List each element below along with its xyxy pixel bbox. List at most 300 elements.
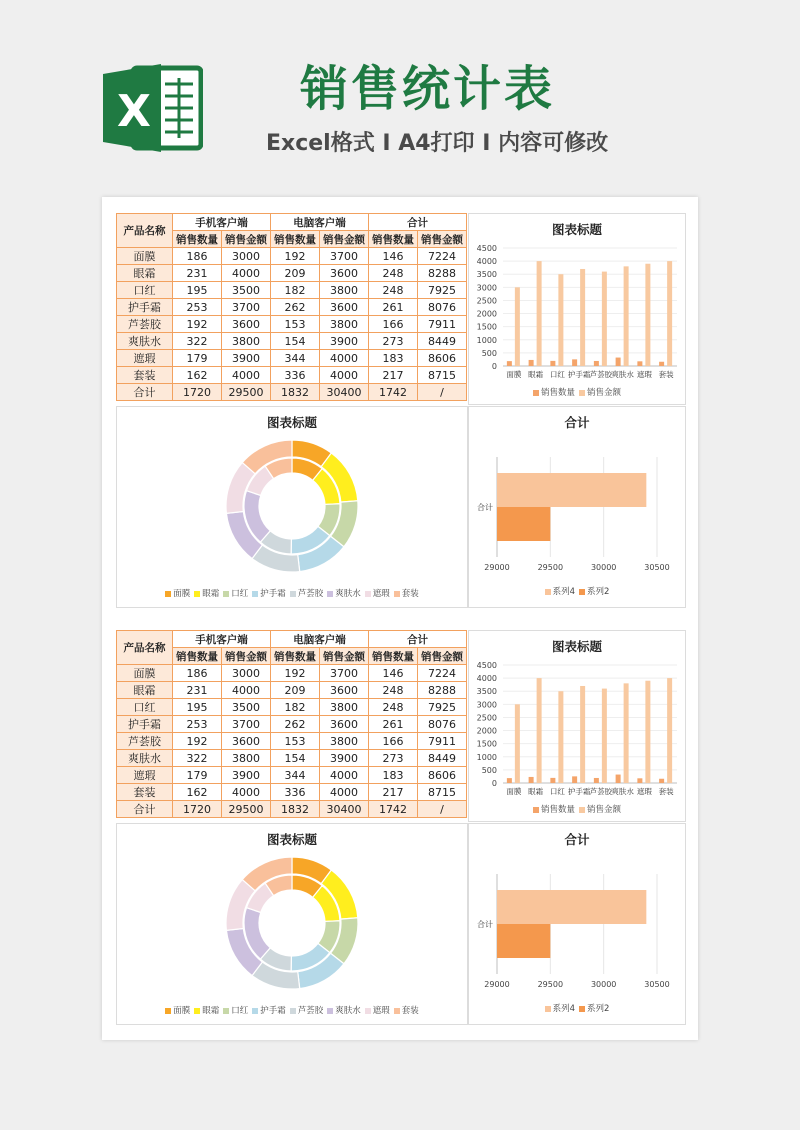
value-cell[interactable]: 195 — [173, 282, 222, 299]
legend-label: 护手霜 — [260, 1006, 286, 1016]
x-tick-label: 30000 — [590, 980, 617, 989]
value-cell[interactable]: 8288 — [418, 682, 467, 699]
legend-label: 遮瑕 — [372, 1006, 390, 1016]
legend-item[interactable] — [290, 587, 324, 599]
bar-amount[interactable] — [602, 272, 607, 366]
y-tick-label: 0 — [491, 362, 497, 371]
x-tick-label: 套装 — [658, 787, 674, 796]
value-cell[interactable]: 336 — [271, 367, 320, 384]
spreadsheet-sheet — [102, 197, 698, 1040]
value-cell[interactable]: 4000 — [222, 784, 271, 801]
y-tick-label: 4500 — [476, 661, 497, 670]
qty-column-header: 销售数量 — [369, 648, 418, 665]
value-cell[interactable]: 322 — [173, 750, 222, 767]
value-cell[interactable]: 4000 — [320, 350, 369, 367]
doughnut-chart[interactable] — [116, 406, 468, 608]
legend-label: 销售数量 — [540, 805, 575, 815]
value-cell[interactable]: 154 — [271, 750, 320, 767]
bar-qty[interactable] — [637, 361, 642, 366]
legend-swatch — [365, 1008, 371, 1014]
value-cell[interactable]: 3600 — [320, 299, 369, 316]
amount-column-header: 销售金额 — [418, 648, 467, 665]
product-name-cell[interactable]: 爽肤水 — [117, 750, 173, 767]
legend-item[interactable] — [252, 1004, 286, 1016]
bar-amount[interactable] — [537, 678, 542, 783]
value-cell[interactable]: 7925 — [418, 282, 467, 299]
bar-amount[interactable] — [537, 261, 542, 366]
value-cell[interactable]: 1832 — [271, 801, 320, 818]
x-tick-label: 30500 — [644, 980, 670, 989]
legend-label: 系列2 — [587, 587, 610, 597]
y-tick-label: 3500 — [476, 270, 497, 280]
value-cell[interactable]: / — [418, 801, 467, 818]
chart-legend — [469, 803, 685, 815]
legend-swatch — [533, 807, 539, 813]
y-tick-label: 4500 — [476, 244, 497, 253]
value-cell[interactable]: 153 — [271, 733, 320, 750]
legend-swatch — [223, 591, 229, 597]
x-tick-label: 爽肤水 — [611, 787, 634, 796]
table-row — [117, 350, 467, 367]
amount-column-header: 销售金额 — [222, 648, 271, 665]
bar-amount[interactable] — [580, 269, 585, 366]
value-cell[interactable]: 344 — [271, 350, 320, 367]
value-cell[interactable]: 1742 — [369, 384, 418, 401]
value-cell[interactable]: 3800 — [222, 750, 271, 767]
legend-item[interactable] — [223, 587, 248, 599]
doughnut-chart[interactable] — [116, 823, 468, 1025]
value-cell[interactable]: 261 — [369, 716, 418, 733]
value-cell[interactable]: 3500 — [222, 282, 271, 299]
value-cell[interactable]: 4000 — [320, 767, 369, 784]
legend-item[interactable] — [533, 803, 575, 815]
column-chart[interactable] — [468, 630, 686, 822]
legend-label: 面膜 — [173, 1006, 191, 1016]
legend-swatch — [579, 807, 585, 813]
legend-item[interactable] — [223, 1004, 248, 1016]
value-cell[interactable]: 248 — [369, 699, 418, 716]
value-cell[interactable]: 8288 — [418, 265, 467, 282]
value-cell[interactable]: 29500 — [222, 384, 271, 401]
total-bar[interactable] — [497, 507, 550, 541]
y-tick-label: 3000 — [476, 283, 497, 293]
value-cell[interactable]: 3600 — [222, 733, 271, 750]
bar-amount[interactable] — [667, 261, 672, 366]
x-tick-label: 29000 — [484, 980, 510, 989]
value-cell[interactable]: 3900 — [320, 333, 369, 350]
legend-label: 遮瑕 — [372, 589, 390, 599]
chart-title: 图表标题 — [551, 639, 602, 654]
value-cell[interactable]: 3900 — [222, 767, 271, 784]
value-cell[interactable]: 262 — [271, 299, 320, 316]
bar-qty[interactable] — [572, 359, 577, 366]
value-cell[interactable]: 273 — [369, 750, 418, 767]
value-cell[interactable]: 153 — [271, 316, 320, 333]
value-cell[interactable]: 3900 — [222, 350, 271, 367]
value-cell[interactable]: 182 — [271, 282, 320, 299]
legend-item[interactable] — [579, 386, 621, 398]
product-name-cell[interactable]: 口红 — [117, 699, 173, 716]
value-cell[interactable]: / — [418, 384, 467, 401]
legend-item[interactable] — [165, 1004, 190, 1016]
product-name-cell[interactable]: 芦荟胶 — [117, 316, 173, 333]
table-row — [117, 699, 467, 716]
value-cell[interactable]: 7925 — [418, 699, 467, 716]
table-header-row — [117, 631, 467, 648]
product-name-cell[interactable]: 面膜 — [117, 248, 173, 265]
legend-swatch — [327, 1008, 333, 1014]
product-name-cell[interactable]: 遮瑕 — [117, 350, 173, 367]
x-tick-label: 遮瑕 — [636, 787, 652, 796]
value-cell[interactable]: 344 — [271, 767, 320, 784]
value-cell[interactable]: 3700 — [222, 299, 271, 316]
value-cell[interactable]: 3000 — [222, 665, 271, 682]
total-row — [117, 384, 467, 401]
legend-item[interactable] — [394, 1004, 419, 1016]
legend-item[interactable] — [545, 1002, 575, 1014]
legend-swatch — [533, 390, 539, 396]
bar-qty[interactable] — [550, 361, 555, 366]
total-bar-chart[interactable] — [468, 823, 686, 1025]
legend-item[interactable] — [327, 1004, 361, 1016]
legend-label: 面膜 — [173, 589, 191, 599]
bar-amount[interactable] — [558, 274, 563, 366]
value-cell[interactable]: 209 — [271, 265, 320, 282]
value-cell[interactable]: 8449 — [418, 333, 467, 350]
bar-qty[interactable] — [529, 360, 534, 366]
legend-swatch — [252, 1008, 258, 1014]
x-tick-label: 30000 — [590, 563, 617, 572]
group-header: 电脑客户端 — [271, 214, 369, 231]
y-tick-label: 500 — [481, 765, 497, 775]
legend-label: 销售数量 — [540, 388, 575, 398]
value-cell[interactable]: 186 — [173, 248, 222, 265]
value-cell[interactable]: 30400 — [320, 801, 369, 818]
legend-label: 套装 — [401, 1006, 419, 1016]
legend-label: 销售金额 — [587, 805, 622, 815]
value-cell[interactable]: 7224 — [418, 248, 467, 265]
product-name-cell[interactable]: 套装 — [117, 367, 173, 384]
product-name-cell[interactable]: 面膜 — [117, 665, 173, 682]
qty-column-header: 销售数量 — [173, 231, 222, 248]
legend-label: 系列4 — [552, 587, 575, 597]
product-name-cell[interactable]: 芦荟胶 — [117, 733, 173, 750]
value-cell[interactable]: 4000 — [320, 784, 369, 801]
value-cell[interactable]: 1742 — [369, 801, 418, 818]
chart-title: 合计 — [564, 832, 590, 847]
column-chart-plot — [469, 214, 685, 404]
legend-item[interactable] — [194, 1004, 219, 1016]
value-cell[interactable]: 4000 — [222, 682, 271, 699]
bar-amount[interactable] — [602, 689, 607, 783]
value-cell[interactable]: 231 — [173, 265, 222, 282]
value-cell[interactable]: 4000 — [222, 367, 271, 384]
value-cell[interactable]: 336 — [271, 784, 320, 801]
chart-title: 图表标题 — [551, 222, 602, 237]
value-cell[interactable]: 3600 — [222, 316, 271, 333]
bar-amount[interactable] — [580, 686, 585, 783]
value-cell[interactable]: 3700 — [320, 248, 369, 265]
value-cell[interactable]: 1720 — [173, 384, 222, 401]
value-cell[interactable]: 186 — [173, 665, 222, 682]
value-cell[interactable]: 154 — [271, 333, 320, 350]
value-cell[interactable]: 231 — [173, 682, 222, 699]
amount-column-header: 销售金额 — [320, 648, 369, 665]
legend-swatch — [194, 591, 200, 597]
legend-item[interactable] — [165, 587, 190, 599]
bar-amount[interactable] — [645, 264, 650, 366]
value-cell[interactable]: 217 — [369, 367, 418, 384]
value-cell[interactable]: 183 — [369, 767, 418, 784]
value-cell[interactable]: 3700 — [222, 716, 271, 733]
legend-swatch — [165, 591, 171, 597]
value-cell[interactable]: 248 — [369, 282, 418, 299]
legend-label: 系列2 — [587, 1004, 610, 1014]
value-cell[interactable]: 273 — [369, 333, 418, 350]
legend-item[interactable] — [365, 587, 390, 599]
total-bar[interactable] — [497, 473, 646, 507]
value-cell[interactable]: 3600 — [320, 265, 369, 282]
legend-label: 销售金额 — [587, 388, 622, 398]
value-cell[interactable]: 192 — [173, 733, 222, 750]
table-row — [117, 282, 467, 299]
amount-column-header: 销售金额 — [418, 231, 467, 248]
bar-qty[interactable] — [594, 778, 599, 783]
product-name-cell[interactable]: 爽肤水 — [117, 333, 173, 350]
value-cell[interactable]: 3800 — [320, 282, 369, 299]
value-cell[interactable]: 162 — [173, 367, 222, 384]
qty-column-header: 销售数量 — [369, 231, 418, 248]
total-bar-chart[interactable] — [468, 406, 686, 608]
value-cell[interactable]: 162 — [173, 784, 222, 801]
legend-item[interactable] — [579, 585, 609, 597]
bar-amount[interactable] — [624, 266, 629, 366]
bar-amount[interactable] — [624, 683, 629, 783]
y-tick-label: 1000 — [476, 752, 497, 762]
legend-item[interactable] — [579, 1002, 609, 1014]
bar-qty[interactable] — [572, 776, 577, 783]
x-tick-label: 口红 — [549, 370, 565, 379]
value-cell[interactable]: 4000 — [222, 265, 271, 282]
product-name-cell[interactable]: 眼霜 — [117, 682, 173, 699]
table-row — [117, 248, 467, 265]
table-row — [117, 716, 467, 733]
legend-item[interactable] — [194, 587, 219, 599]
report-section — [102, 197, 698, 609]
value-cell[interactable]: 1720 — [173, 801, 222, 818]
bar-amount[interactable] — [558, 691, 563, 783]
value-cell[interactable]: 3800 — [320, 699, 369, 716]
chart-title: 图表标题 — [266, 832, 317, 847]
table-header-row — [117, 214, 467, 231]
value-cell[interactable]: 166 — [369, 316, 418, 333]
legend-item[interactable] — [252, 587, 286, 599]
legend-item[interactable] — [327, 587, 361, 599]
value-cell[interactable]: 146 — [369, 665, 418, 682]
bar-amount[interactable] — [515, 704, 520, 783]
x-tick-label: 芦荟胶 — [589, 370, 613, 379]
x-tick-label: 29000 — [484, 563, 510, 572]
value-cell[interactable]: 166 — [369, 733, 418, 750]
value-cell[interactable]: 262 — [271, 716, 320, 733]
value-cell[interactable]: 8715 — [418, 367, 467, 384]
y-tick-label: 3500 — [476, 687, 497, 697]
value-cell[interactable]: 29500 — [222, 801, 271, 818]
value-cell[interactable]: 3700 — [320, 665, 369, 682]
value-cell[interactable]: 183 — [369, 350, 418, 367]
amount-column-header: 销售金额 — [222, 231, 271, 248]
sales-table — [116, 630, 467, 818]
legend-swatch — [579, 589, 585, 595]
chart-title: 合计 — [564, 415, 590, 430]
qty-column-header: 销售数量 — [271, 648, 320, 665]
y-tick-label: 1500 — [476, 739, 497, 749]
table-row — [117, 750, 467, 767]
total-bar[interactable] — [497, 924, 550, 958]
value-cell[interactable]: 30400 — [320, 384, 369, 401]
value-cell[interactable]: 192 — [271, 665, 320, 682]
bar-amount[interactable] — [645, 681, 650, 783]
value-cell[interactable]: 3800 — [222, 333, 271, 350]
value-cell[interactable]: 8076 — [418, 299, 467, 316]
column-chart[interactable] — [468, 213, 686, 405]
value-cell[interactable]: 3000 — [222, 248, 271, 265]
legend-label: 眼霜 — [202, 589, 220, 599]
value-cell[interactable]: 8449 — [418, 750, 467, 767]
bar-qty[interactable] — [637, 778, 642, 783]
page-title: 销售统计表 — [300, 61, 556, 117]
chart-legend — [469, 386, 685, 398]
group-header: 手机客户端 — [173, 631, 271, 648]
legend-label: 眼霜 — [202, 1006, 220, 1016]
value-cell[interactable]: 7224 — [418, 665, 467, 682]
y-tick-label: 2500 — [476, 296, 497, 306]
legend-swatch — [365, 591, 371, 597]
value-cell[interactable]: 182 — [271, 699, 320, 716]
value-cell[interactable]: 3800 — [320, 316, 369, 333]
product-name-cell[interactable]: 口红 — [117, 282, 173, 299]
bar-qty[interactable] — [616, 358, 621, 366]
product-name-cell[interactable]: 合计 — [117, 384, 173, 401]
legend-swatch — [290, 591, 296, 597]
value-cell[interactable]: 3900 — [320, 750, 369, 767]
value-cell[interactable]: 261 — [369, 299, 418, 316]
value-cell[interactable]: 192 — [271, 248, 320, 265]
product-name-cell[interactable]: 眼霜 — [117, 265, 173, 282]
chart-title: 图表标题 — [266, 415, 317, 430]
x-tick-label: 面膜 — [506, 787, 522, 796]
value-cell[interactable]: 248 — [369, 265, 418, 282]
value-cell[interactable]: 3600 — [320, 682, 369, 699]
bar-qty[interactable] — [616, 775, 621, 783]
y-tick-label: 2500 — [476, 713, 497, 723]
value-cell[interactable]: 146 — [369, 248, 418, 265]
y-tick-label: 1500 — [476, 322, 497, 332]
chart-legend — [117, 587, 467, 599]
legend-swatch — [545, 1006, 551, 1012]
bar-qty[interactable] — [507, 361, 512, 366]
column-chart-plot — [469, 631, 685, 821]
total-bar[interactable] — [497, 890, 646, 924]
value-cell[interactable]: 209 — [271, 682, 320, 699]
legend-swatch — [165, 1008, 171, 1014]
y-tick-label: 1000 — [476, 335, 497, 345]
bar-amount[interactable] — [667, 678, 672, 783]
value-cell[interactable]: 8715 — [418, 784, 467, 801]
value-cell[interactable]: 322 — [173, 333, 222, 350]
value-cell[interactable]: 8076 — [418, 716, 467, 733]
x-tick-label: 29500 — [537, 563, 564, 572]
bar-qty[interactable] — [659, 779, 664, 783]
total-bar-plot — [469, 824, 685, 1024]
chart-legend — [469, 1002, 685, 1014]
table-row — [117, 333, 467, 350]
value-cell[interactable]: 179 — [173, 350, 222, 367]
product-column-header: 产品名称 — [117, 214, 173, 248]
x-tick-label: 爽肤水 — [611, 370, 634, 379]
value-cell[interactable]: 195 — [173, 699, 222, 716]
product-name-cell[interactable]: 遮瑕 — [117, 767, 173, 784]
x-tick-label: 29500 — [537, 980, 564, 989]
value-cell[interactable]: 3600 — [320, 716, 369, 733]
value-cell[interactable]: 192 — [173, 316, 222, 333]
legend-item[interactable] — [290, 1004, 324, 1016]
legend-item[interactable] — [545, 585, 575, 597]
legend-swatch — [223, 1008, 229, 1014]
value-cell[interactable]: 8606 — [418, 767, 467, 784]
product-name-cell[interactable]: 护手霜 — [117, 716, 173, 733]
legend-item[interactable] — [579, 803, 621, 815]
value-cell[interactable]: 4000 — [320, 367, 369, 384]
legend-label: 系列4 — [552, 1004, 575, 1014]
product-column-header: 产品名称 — [117, 631, 173, 665]
page-subtitle: Excel格式 I A4打印 I 内容可修改 — [266, 131, 609, 156]
sales-table — [116, 213, 467, 401]
value-cell[interactable]: 248 — [369, 682, 418, 699]
product-name-cell[interactable]: 套装 — [117, 784, 173, 801]
value-cell[interactable]: 3800 — [320, 733, 369, 750]
qty-column-header: 销售数量 — [271, 231, 320, 248]
y-tick-label: 500 — [481, 348, 497, 358]
x-tick-label: 口红 — [549, 787, 565, 796]
y-tick-label: 2000 — [476, 726, 497, 736]
legend-item[interactable] — [394, 587, 419, 599]
bar-qty[interactable] — [659, 362, 664, 366]
value-cell[interactable]: 179 — [173, 767, 222, 784]
bar-qty[interactable] — [507, 778, 512, 783]
group-header: 手机客户端 — [173, 214, 271, 231]
legend-item[interactable] — [533, 386, 575, 398]
table-row — [117, 665, 467, 682]
y-tick-label: 3000 — [476, 700, 497, 710]
value-cell[interactable]: 253 — [173, 716, 222, 733]
value-cell[interactable]: 8606 — [418, 350, 467, 367]
value-cell[interactable]: 7911 — [418, 733, 467, 750]
bar-qty[interactable] — [594, 361, 599, 366]
value-cell[interactable]: 3500 — [222, 699, 271, 716]
value-cell[interactable]: 217 — [369, 784, 418, 801]
value-cell[interactable]: 7911 — [418, 316, 467, 333]
product-name-cell[interactable]: 护手霜 — [117, 299, 173, 316]
bar-qty[interactable] — [550, 778, 555, 783]
product-name-cell[interactable]: 合计 — [117, 801, 173, 818]
value-cell[interactable]: 1832 — [271, 384, 320, 401]
legend-label: 护手霜 — [260, 589, 286, 599]
value-cell[interactable]: 253 — [173, 299, 222, 316]
bar-qty[interactable] — [529, 777, 534, 783]
legend-item[interactable] — [365, 1004, 390, 1016]
bar-amount[interactable] — [515, 287, 520, 366]
